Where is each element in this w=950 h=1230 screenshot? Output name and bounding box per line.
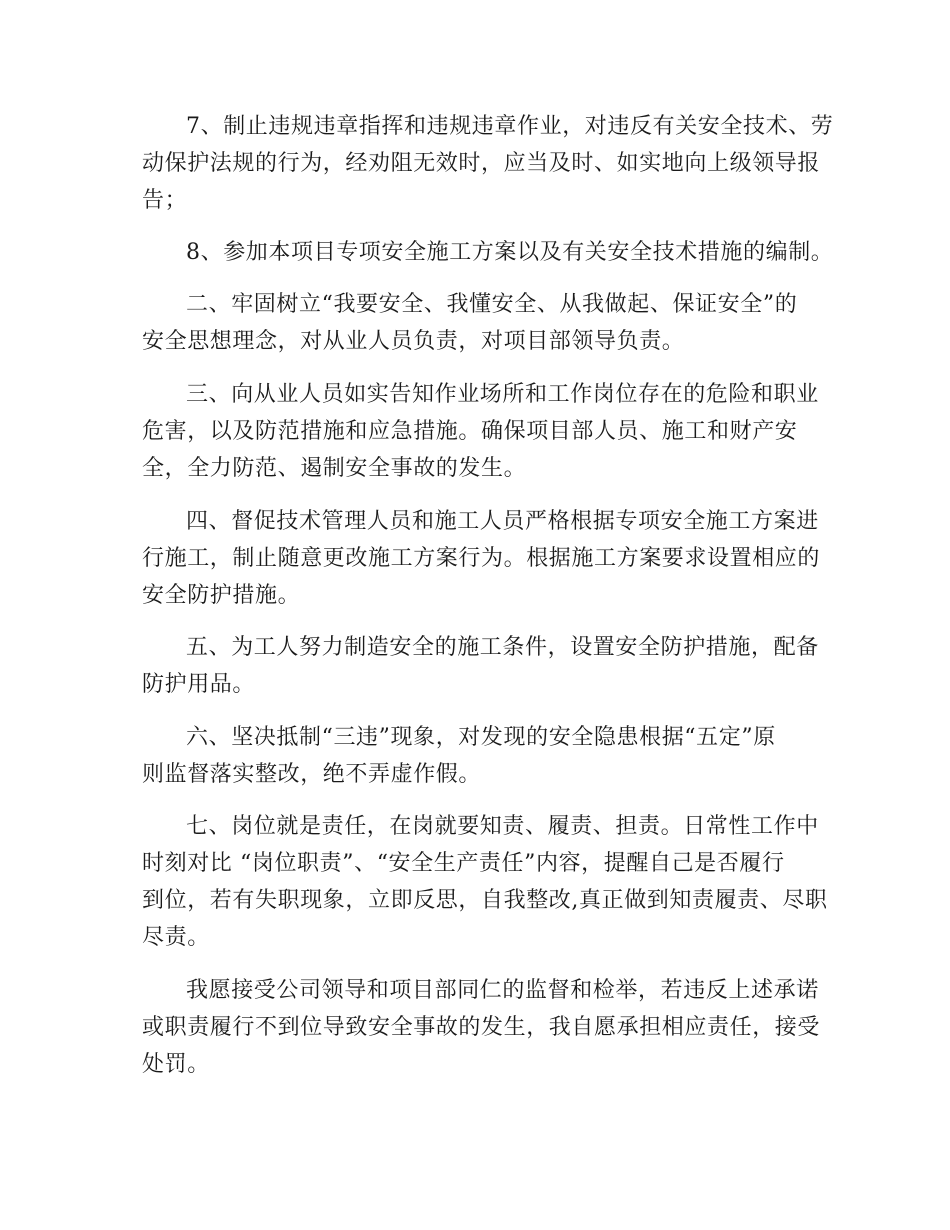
paragraph-line: 四、督促技术管理人员和施工人员严格根据专项安全施工方案进	[186, 509, 819, 534]
paragraph-line: 危害，以及防范措施和应急措施。确保项目部人员、施工和财产安	[142, 419, 798, 444]
paragraph-line: 安全思想理念，对从业人员负责，对项目部领导负责。	[142, 329, 685, 354]
paragraph-line: 七、岗位就是责任，在岗就要知责、履责、担责。日常性工作中	[186, 814, 819, 839]
paragraph-line: 到位，若有失职现象，立即反思，自我整改,真正做到知责履责、尽职	[142, 888, 828, 913]
paragraph-line: 行施工，制止随意更改施工方案行为。根据施工方案要求设置相应的	[142, 546, 821, 571]
paragraph-line: 三、向从业人员如实告知作业场所和工作岗位存在的危险和职业	[186, 382, 819, 407]
paragraph-line: 五、为工人努力制造安全的施工条件，设置安全防护措施，配备	[186, 635, 819, 660]
paragraph-line: 全，全力防范、遏制安全事故的发生。	[142, 456, 527, 481]
paragraph-line: 8、参加本项目专项安全施工方案以及有关安全技术措施的编制。	[186, 240, 834, 265]
paragraph-line: 尽责。	[142, 925, 210, 950]
paragraph-line: 或职责履行不到位导致安全事故的发生，我自愿承担相应责任，接受	[142, 1015, 821, 1040]
paragraph-line: 告；	[142, 188, 188, 213]
paragraph-line: 则监督落实整改，绝不弄虚作假。	[142, 762, 482, 787]
paragraph-line: 动保护法规的行为，经劝阻无效时，应当及时、如实地向上级领导报	[142, 151, 821, 176]
paragraph-line: 防护用品。	[142, 672, 256, 697]
paragraph-line: 六、坚决抵制“三违”现象，对发现的安全隐患根据“五定”原	[186, 725, 776, 750]
paragraph-line: 7、制止违规违章指挥和违规违章作业，对违反有关安全技术、劳	[186, 114, 834, 139]
paragraph-line: 安全防护措施。	[142, 583, 301, 608]
paragraph-line: 时刻对比 “岗位职责”、“安全生产责任”内容，提醒自己是否履行	[142, 851, 785, 876]
paragraph-line: 我愿接受公司领导和项目部同仁的监督和检举，若违反上述承诺	[186, 978, 819, 1003]
paragraph-line: 二、牢固树立“我要安全、我懂安全、从我做起、保证安全”的	[186, 292, 798, 317]
paragraph-line: 处罚。	[142, 1052, 210, 1077]
